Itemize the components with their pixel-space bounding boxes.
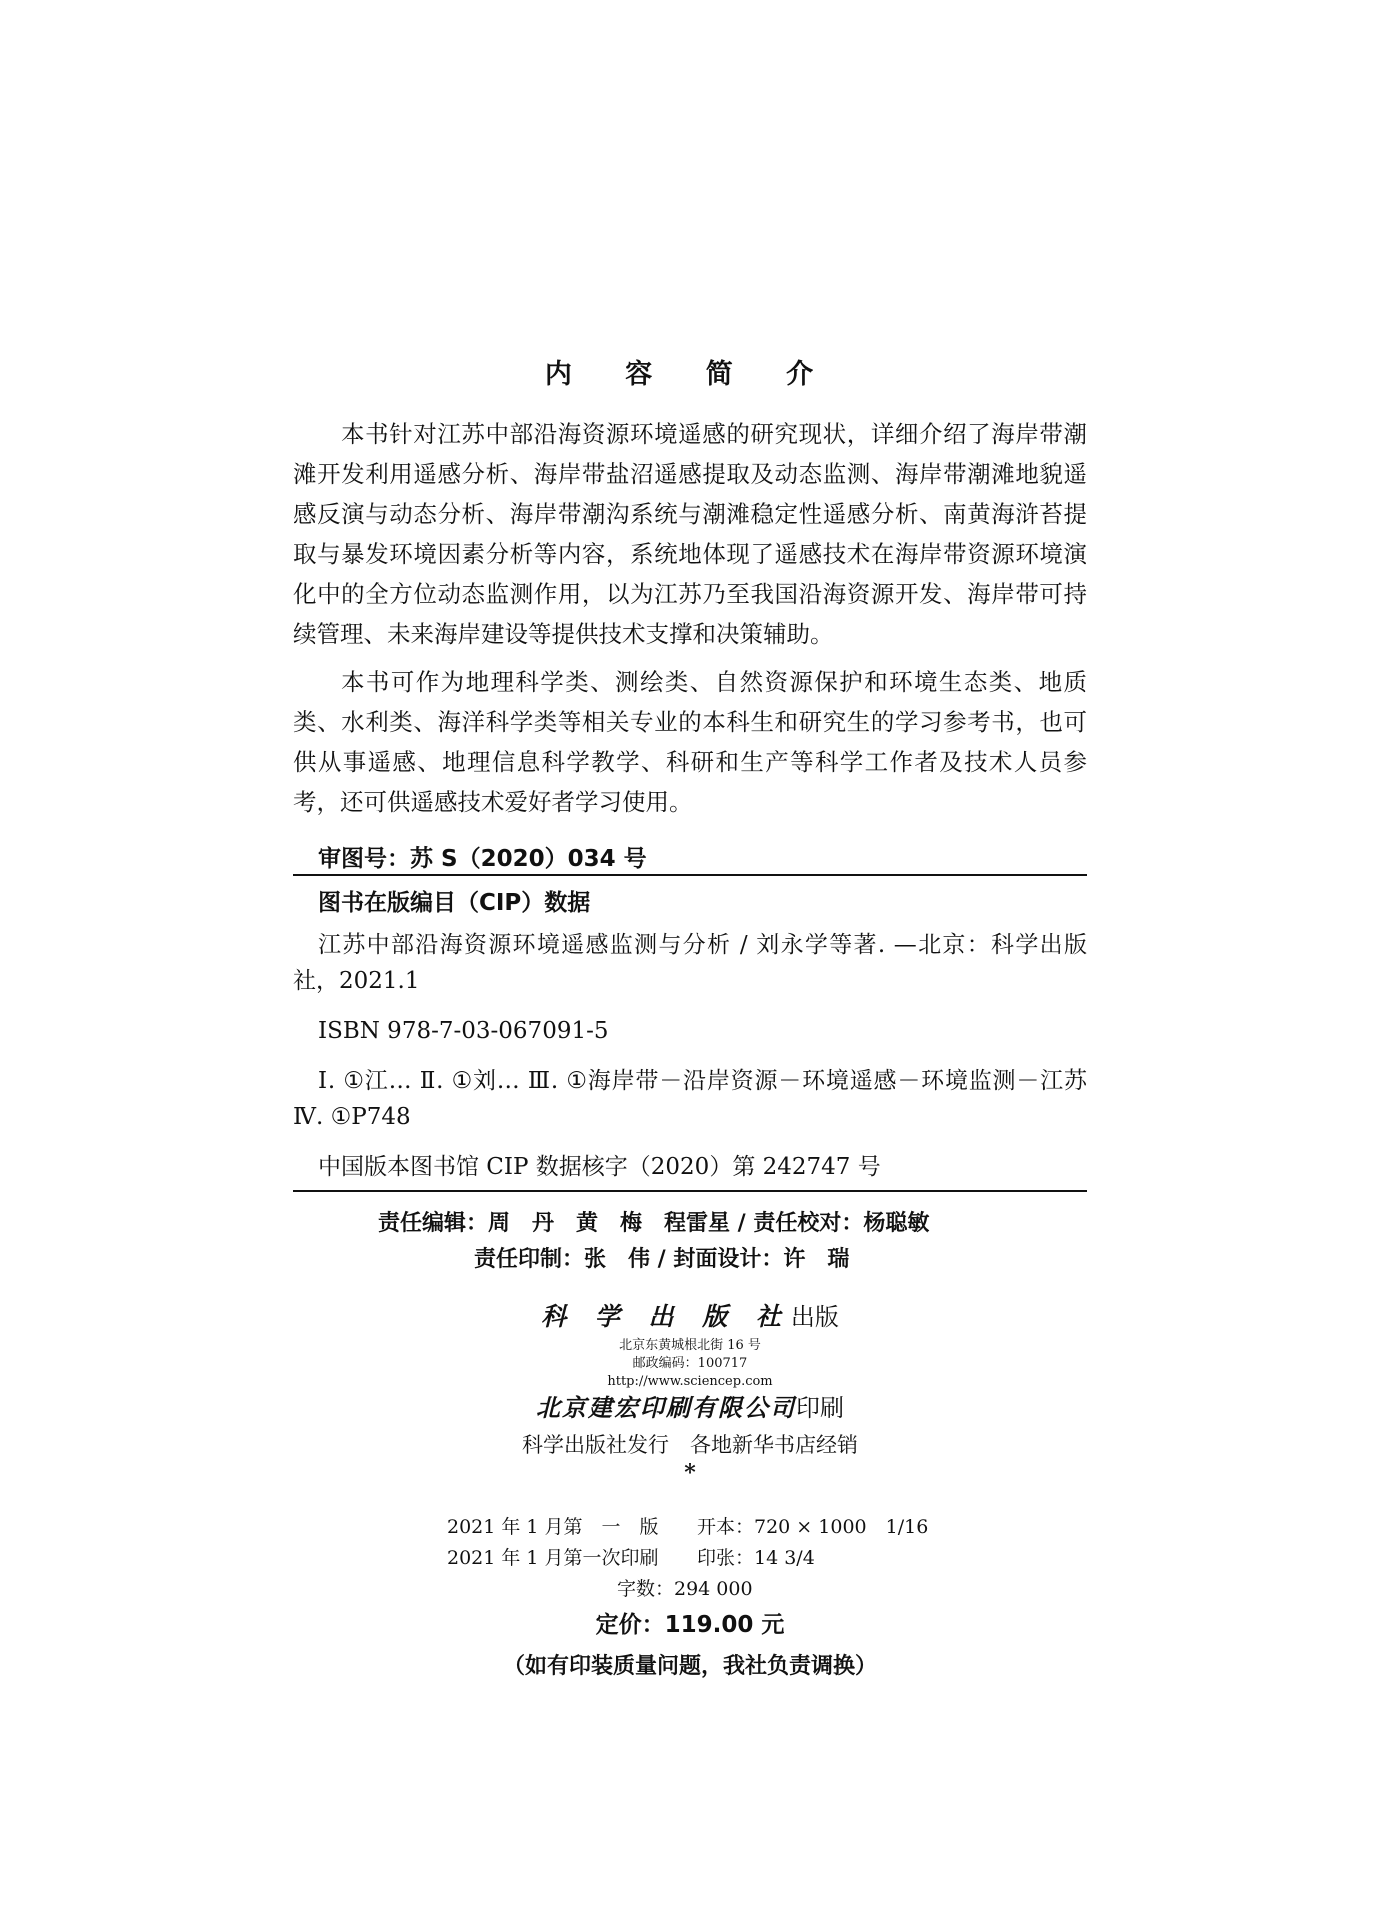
credits-production: 责任印制：张 伟 / 封面设计：许 瑞 [474,1247,850,1272]
cip-classification: Ⅰ. ①江… Ⅱ. ①刘… Ⅲ. ①海岸带－沿岸资源－环境遥感－环境监测－江苏 Ⅳ. ①P748 [293,1068,1087,1130]
publisher-postcode: 邮政编码：100717 [632,1356,748,1371]
summary-paragraph-2: 本书可作为地理科学类、测绘类、自然资源保护和环境生态类、地质类、水利类、海洋科学类等相关专业的本科生和研究生的学习参考书，也可供从事遥感、地理信息科学教学、科研和生产等科学工作者及技术人员参考，还可供遥感技术爱好者学习使用。 [293,668,1087,816]
map-review-number: 审图号：苏 S（2020）034 号 [318,846,647,872]
cip-data [293,927,1087,1185]
quality-note: （如有印装质量问题，我社负责调换） [502,1654,877,1679]
edition-line: 2021 年 1 月第 一 版 [447,1516,659,1538]
publisher-url: http://www.sciencep.com [607,1374,773,1389]
printing-line: 2021 年 1 月第一次印刷 [447,1547,659,1569]
printer-name: 北京建宏印刷有限公司 [536,1393,796,1422]
cip-record-number: 中国版本图书馆 CIP 数据核字（2020）第 242747 号 [318,1154,881,1180]
summary-body [293,414,1087,822]
publisher-name: 科 学 出 版 社 [541,1302,791,1331]
cip-title-line: 江苏中部沿海资源环境遥感监测与分析 / 刘永学等著. —北京：科学出版社，2021.1 [293,932,1087,994]
summary-paragraph-1: 本书针对江苏中部沿海资源环境遥感的研究现状，详细介绍了海岸带潮滩开发利用遥感分析、海岸带盐沼遥感提取及动态监测、海岸带潮滩地貌遥感反演与动态分析、海岸带潮沟系统与潮滩稳定性遥感分析、南黄海浒苔提取与暴发环境因素分析等内容，系统地体现了遥感技术在海岸带资源环境演化中的全方位动态监测作用，以为江苏乃至我国沿海资源开发、海岸带可持续管理、未来海岸建设等提供技术支撑和决策辅助。 [293,420,1087,648]
publisher-suffix: 出版 [790,1303,839,1331]
publisher-block [293,1300,1087,1484]
cip-heading: 图书在版编目（CIP）数据 [318,890,591,916]
publisher-address: 北京东黄城根北街 16 号 [619,1338,761,1353]
distribution-line: 科学出版社发行 各地新华书店经销 [522,1433,858,1457]
format-line: 开本：720 × 1000 1/16 [697,1516,929,1538]
credits-editors: 责任编辑：周 丹 黄 梅 程雷星 / 责任校对：杨聪敏 [378,1211,930,1236]
word-count: 字数：294 000 [617,1578,753,1600]
sheets-line: 印张：14 3/4 [697,1547,815,1569]
summary-title: 内 容 简 介 [544,359,836,390]
divider-bottom [293,1190,1087,1192]
price: 定价：119.00 元 [595,1612,785,1638]
divider-top [293,874,1087,876]
separator-star: * [684,1460,696,1486]
cip-isbn: ISBN 978-7-03-067091-5 [318,1018,609,1044]
printer-suffix: 印刷 [796,1394,844,1422]
